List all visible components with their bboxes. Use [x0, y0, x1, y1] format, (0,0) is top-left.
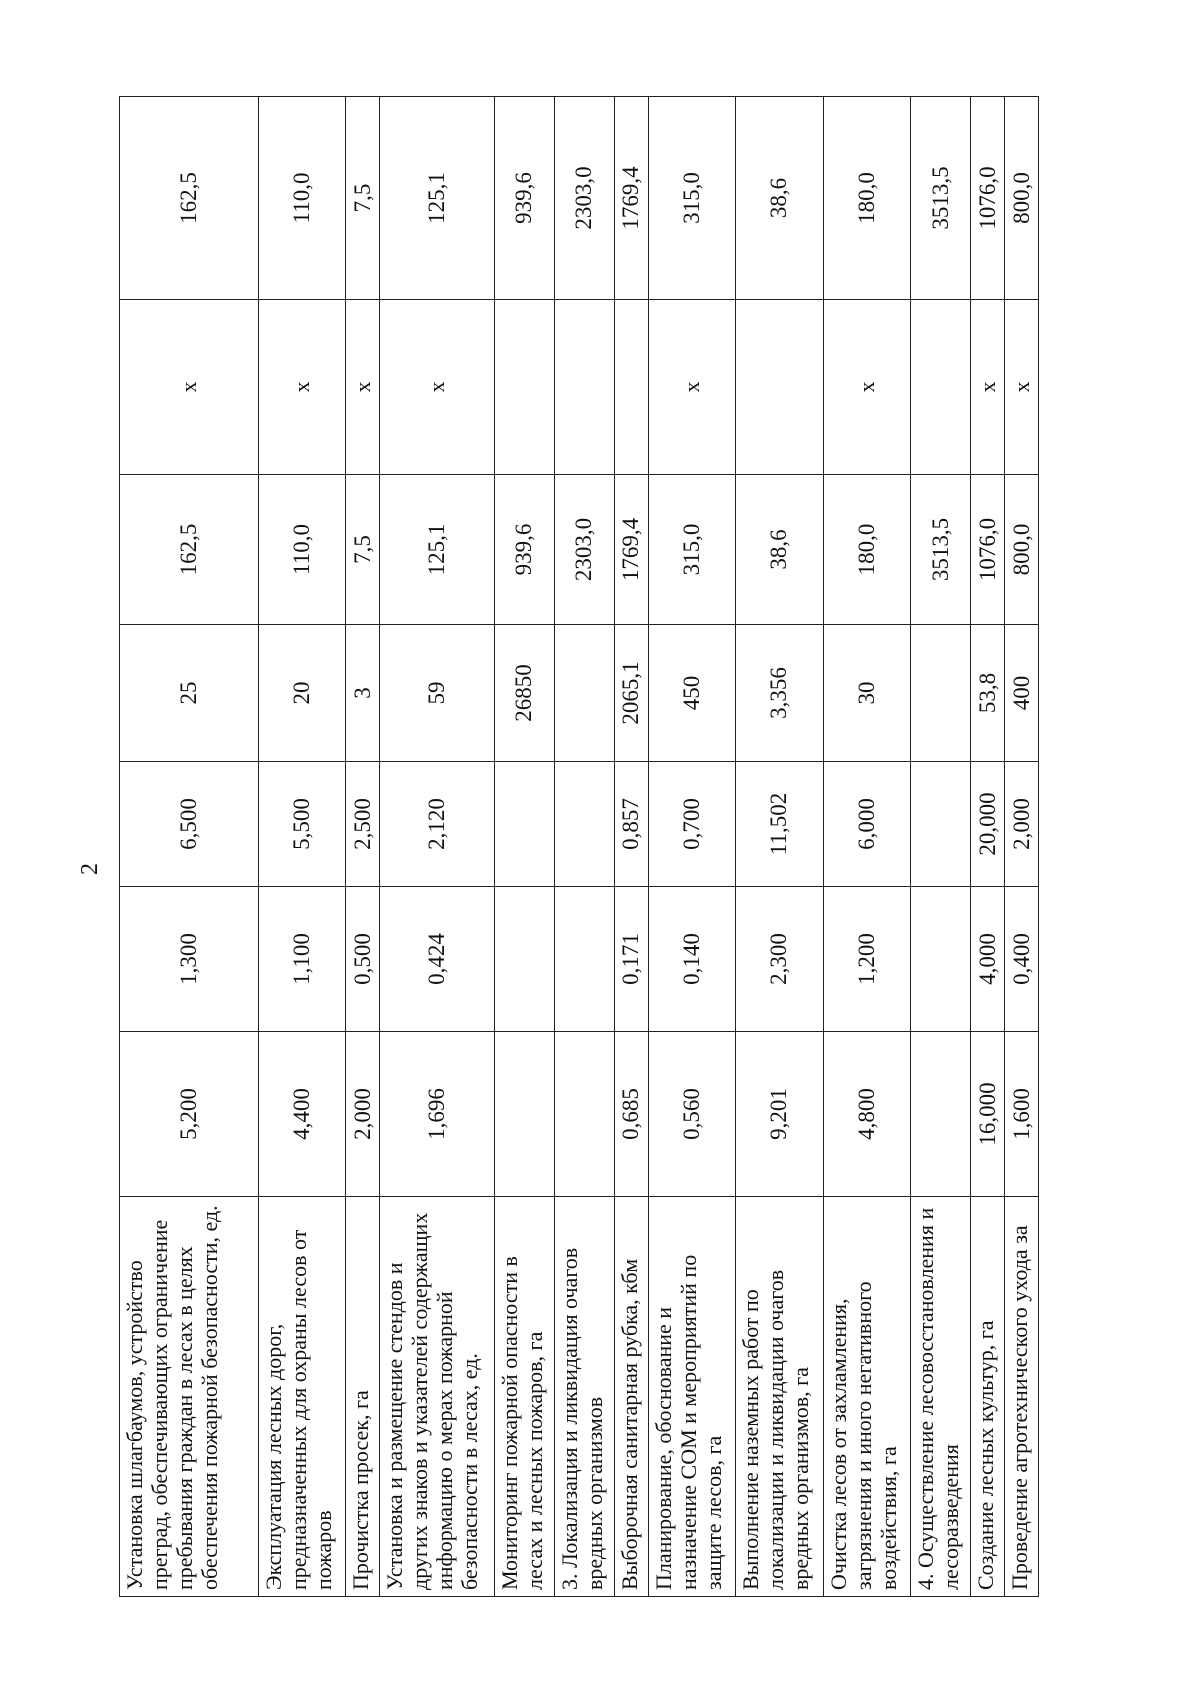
value-cell-c2: 2,300 — [736, 887, 823, 1032]
value-cell-c5: 800,0 — [1005, 475, 1039, 625]
value-cell-c3: 11,502 — [736, 762, 823, 887]
value-cell-c4: 59 — [380, 625, 495, 762]
value-cell-c5: 162,5 — [120, 475, 259, 625]
table-row — [120, 97, 259, 1597]
value-cell-c4: 53,8 — [971, 625, 1005, 762]
value-cell-c1: 2,000 — [346, 1032, 380, 1197]
row-label-cell: Создание лесных культур, га — [971, 1197, 1005, 1597]
value-cell-c2 — [554, 887, 614, 1032]
value-cell-c2: 0,171 — [614, 887, 648, 1032]
value-cell-c3: 6,500 — [120, 762, 259, 887]
value-cell-c4: 25 — [120, 625, 259, 762]
value-cell-c5: 110,0 — [258, 475, 345, 625]
value-cell-c6 — [736, 300, 823, 475]
table-body — [120, 97, 1039, 1597]
value-cell-c1 — [554, 1032, 614, 1197]
value-cell-c3 — [554, 762, 614, 887]
table-row — [1005, 97, 1039, 1597]
value-cell-c3: 2,500 — [346, 762, 380, 887]
value-cell-c5: 2303,0 — [554, 475, 614, 625]
value-cell-c7: 110,0 — [258, 97, 345, 300]
row-label-cell: Выполнение наземных работ по локализации и ликвидации очагов вредных организмов, га — [736, 1197, 823, 1597]
table-row — [380, 97, 495, 1597]
value-cell-c2: 1,100 — [258, 887, 345, 1032]
value-cell-c4: 26850 — [494, 625, 554, 762]
value-cell-c4: 3 — [346, 625, 380, 762]
value-cell-c6: x — [971, 300, 1005, 475]
value-cell-c4: 450 — [648, 625, 735, 762]
value-cell-c2: 0,500 — [346, 887, 380, 1032]
value-cell-c6 — [554, 300, 614, 475]
table-row — [971, 97, 1005, 1597]
value-cell-c5: 180,0 — [823, 475, 910, 625]
value-cell-c3 — [911, 762, 971, 887]
table-row — [614, 97, 648, 1597]
value-cell-c6: x — [380, 300, 495, 475]
row-label-cell: Эксплуатация лесных дорог, предназначенных для охраны лесов от пожаров — [258, 1197, 345, 1597]
value-cell-c6: x — [648, 300, 735, 475]
value-cell-c1: 4,800 — [823, 1032, 910, 1197]
value-cell-c7: 1076,0 — [971, 97, 1005, 300]
value-cell-c3: 2,000 — [1005, 762, 1039, 887]
value-cell-c2: 0,140 — [648, 887, 735, 1032]
table-row — [648, 97, 735, 1597]
table-row — [554, 97, 614, 1597]
value-cell-c7: 38,6 — [736, 97, 823, 300]
value-cell-c3: 20,000 — [971, 762, 1005, 887]
value-cell-c3 — [494, 762, 554, 887]
value-cell-c1: 1,600 — [1005, 1032, 1039, 1197]
value-cell-c7: 3513,5 — [911, 97, 971, 300]
value-cell-c3: 2,120 — [380, 762, 495, 887]
value-cell-c6 — [911, 300, 971, 475]
forest-measures-table — [119, 96, 1039, 1597]
row-label-cell: Установка и размещение стендов и других знаков и указателей содержащих информацию о мерах пожарной безопасности в лесах, ед. — [380, 1197, 495, 1597]
value-cell-c2: 4,000 — [971, 887, 1005, 1032]
row-label-cell: Прочистка просек, га — [346, 1197, 380, 1597]
value-cell-c5: 3513,5 — [911, 475, 971, 625]
value-cell-c5: 1076,0 — [971, 475, 1005, 625]
value-cell-c2: 0,424 — [380, 887, 495, 1032]
value-cell-c2: 1,200 — [823, 887, 910, 1032]
value-cell-c4: 3,356 — [736, 625, 823, 762]
table-row — [258, 97, 345, 1597]
value-cell-c7: 315,0 — [648, 97, 735, 300]
rotated-table-sheet — [119, 97, 1039, 1597]
row-label-cell: Планирование, обоснование и назначение СОМ и мероприятий по защите лесов, га — [648, 1197, 735, 1597]
value-cell-c7: 1769,4 — [614, 97, 648, 300]
value-cell-c4 — [911, 625, 971, 762]
value-cell-c3: 5,500 — [258, 762, 345, 887]
value-cell-c3: 6,000 — [823, 762, 910, 887]
value-cell-c1: 5,200 — [120, 1032, 259, 1197]
value-cell-c7: 125,1 — [380, 97, 495, 300]
value-cell-c4: 2065,1 — [614, 625, 648, 762]
table-row — [494, 97, 554, 1597]
value-cell-c7: 939,6 — [494, 97, 554, 300]
value-cell-c6: x — [1005, 300, 1039, 475]
value-cell-c1: 0,685 — [614, 1032, 648, 1197]
value-cell-c5: 7,5 — [346, 475, 380, 625]
value-cell-c5: 1769,4 — [614, 475, 648, 625]
value-cell-c4: 20 — [258, 625, 345, 762]
table-row — [911, 97, 971, 1597]
value-cell-c5: 939,6 — [494, 475, 554, 625]
value-cell-c6: x — [120, 300, 259, 475]
value-cell-c7: 180,0 — [823, 97, 910, 300]
page-number: 2 — [77, 863, 103, 875]
table-row — [823, 97, 910, 1597]
value-cell-c4: 400 — [1005, 625, 1039, 762]
row-label-cell: Очистка лесов от захламления, загрязнения и иного негативного воздействия, га — [823, 1197, 910, 1597]
table-row — [736, 97, 823, 1597]
value-cell-c2: 0,400 — [1005, 887, 1039, 1032]
value-cell-c2 — [911, 887, 971, 1032]
value-cell-c6: x — [346, 300, 380, 475]
value-cell-c7: 800,0 — [1005, 97, 1039, 300]
value-cell-c2: 1,300 — [120, 887, 259, 1032]
row-label-cell: 3. Локализация и ликвидация очагов вредных организмов — [554, 1197, 614, 1597]
value-cell-c4: 30 — [823, 625, 910, 762]
value-cell-c6 — [614, 300, 648, 475]
value-cell-c1 — [911, 1032, 971, 1197]
value-cell-c6: x — [823, 300, 910, 475]
row-label-cell: Выборочная санитарная рубка, кбм — [614, 1197, 648, 1597]
value-cell-c1: 16,000 — [971, 1032, 1005, 1197]
row-label-cell: Установка шлагбаумов, устройство преград, обеспечивающих ограничение пребывания граждан в лесах в целях обеспечения пожарной безопасности, ед. — [120, 1197, 259, 1597]
row-label-cell: Мониторинг пожарной опасности в лесах и лесных пожаров, га — [494, 1197, 554, 1597]
value-cell-c1 — [494, 1032, 554, 1197]
value-cell-c1: 9,201 — [736, 1032, 823, 1197]
value-cell-c1: 1,696 — [380, 1032, 495, 1197]
value-cell-c1: 0,560 — [648, 1032, 735, 1197]
value-cell-c7: 7,5 — [346, 97, 380, 300]
value-cell-c3: 0,857 — [614, 762, 648, 887]
value-cell-c7: 162,5 — [120, 97, 259, 300]
row-label-cell: 4. Осуществление лесовосстановления и лесоразведения — [911, 1197, 971, 1597]
value-cell-c7: 2303,0 — [554, 97, 614, 300]
value-cell-c5: 125,1 — [380, 475, 495, 625]
value-cell-c2 — [494, 887, 554, 1032]
value-cell-c5: 38,6 — [736, 475, 823, 625]
value-cell-c5: 315,0 — [648, 475, 735, 625]
value-cell-c4 — [554, 625, 614, 762]
value-cell-c3: 0,700 — [648, 762, 735, 887]
row-label-cell: Проведение агротехнического ухода за — [1005, 1197, 1039, 1597]
value-cell-c1: 4,400 — [258, 1032, 345, 1197]
table-row — [346, 97, 380, 1597]
value-cell-c6: x — [258, 300, 345, 475]
value-cell-c6 — [494, 300, 554, 475]
